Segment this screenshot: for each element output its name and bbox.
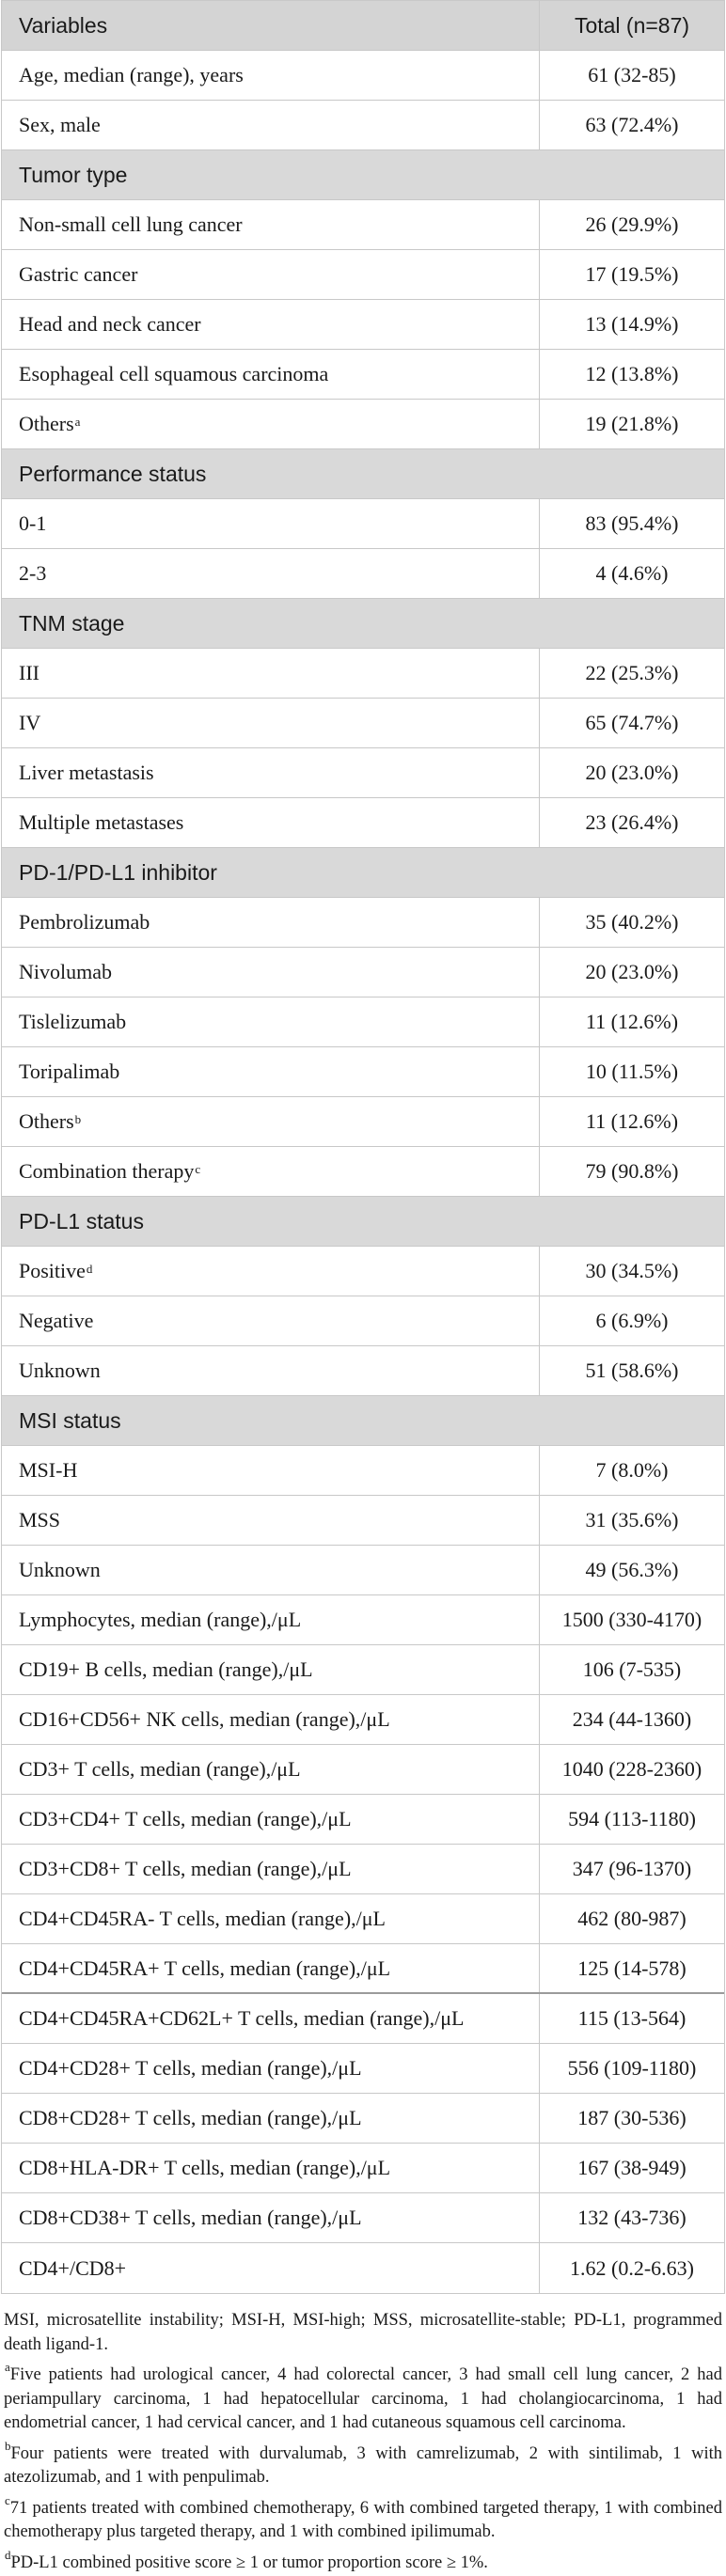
variable-cell	[2, 1944, 540, 1992]
variable-label: MSI-H	[19, 1458, 78, 1482]
table-row	[2, 649, 724, 699]
variable-label: Non-small cell lung cancer	[19, 212, 243, 236]
value-cell: 132 (43-736)	[577, 2206, 687, 2229]
value-cell: 106 (7-535)	[582, 1657, 682, 1681]
section-label: MSI status	[19, 1407, 121, 1433]
variable-label: Age, median (range), years	[19, 63, 244, 86]
variable-label: 2-3	[19, 561, 47, 585]
value-cell: 83 (95.4%)	[585, 511, 679, 535]
characteristics-table	[1, 0, 725, 2294]
variable-cell	[2, 2144, 540, 2192]
value-cell: 7 (8.0%)	[595, 1458, 669, 1482]
section-header-row	[2, 1197, 724, 1247]
footnote-b-mark: b	[5, 2438, 11, 2453]
variable-label: 0-1	[19, 511, 47, 535]
footnote-marker: a	[74, 415, 81, 429]
footnote-d-mark: d	[5, 2547, 11, 2562]
value-cell: 22 (25.3%)	[585, 661, 679, 684]
value-cell: 65 (74.7%)	[585, 711, 679, 734]
table-row	[2, 200, 724, 250]
variable-cell	[2, 1047, 540, 1096]
table-row	[2, 1894, 724, 1944]
variable-label: Others	[19, 1109, 74, 1133]
variable-cell	[2, 948, 540, 997]
table-row	[2, 1446, 724, 1496]
variable-cell	[2, 1147, 540, 1196]
value-cell: 12 (13.8%)	[585, 362, 679, 385]
variable-label: Others	[19, 412, 74, 435]
table-row	[2, 51, 724, 101]
footnote-marker: b	[74, 1112, 82, 1126]
value-cell: 10 (11.5%)	[585, 1060, 679, 1083]
section-label-cell	[2, 1396, 540, 1445]
table-row	[2, 2144, 724, 2193]
table-row	[2, 1097, 724, 1147]
variable-cell	[2, 1296, 540, 1345]
value-cell: 31 (35.6%)	[585, 1508, 679, 1531]
table-row	[2, 549, 724, 599]
variable-cell	[2, 250, 540, 299]
section-label: PD-1/PD-L1 inhibitor	[19, 859, 217, 885]
value-cell: 1.62 (0.2-6.63)	[570, 2255, 694, 2280]
value-cell: 79 (90.8%)	[585, 1159, 679, 1183]
footnote-d-text: PD-L1 combined positive score ≥ 1 or tumor proportion score ≥ 1%.	[10, 2553, 488, 2573]
variable-label: CD3+CD8+ T cells, median (range),/μL	[19, 1857, 352, 1880]
variable-cell	[2, 898, 540, 947]
variable-label: MSS	[19, 1508, 61, 1531]
section-label: Tumor type	[19, 162, 128, 187]
table-row	[2, 2094, 724, 2144]
variable-cell	[2, 997, 540, 1046]
footnote-marker: c	[195, 1162, 201, 1176]
value-cell: 20 (23.0%)	[585, 960, 679, 983]
variable-label: Sex, male	[19, 113, 101, 136]
table-header-row	[2, 1, 724, 51]
section-label-cell	[2, 599, 540, 648]
variable-label: Liver metastasis	[19, 761, 154, 784]
section-header-row	[2, 449, 724, 499]
value-cell: 556 (109-1180)	[567, 2056, 697, 2080]
table-row	[2, 101, 724, 150]
table-row	[2, 250, 724, 300]
table-row	[2, 1296, 724, 1346]
variable-cell	[2, 1546, 540, 1594]
table-row	[2, 948, 724, 997]
variable-cell	[2, 350, 540, 399]
variable-label: Combination therapy	[19, 1159, 195, 1183]
variable-cell	[2, 200, 540, 249]
value-cell: 20 (23.0%)	[585, 761, 679, 784]
footnote-c	[4, 2490, 722, 2545]
value-cell: 19 (21.8%)	[585, 412, 679, 435]
variable-cell	[2, 2094, 540, 2143]
header-variables: Variables	[2, 1, 540, 50]
value-cell: 234 (44-1360)	[572, 1707, 692, 1731]
value-cell: 61 (32-85)	[588, 63, 676, 86]
variable-label: CD4+CD45RA+ T cells, median (range),/μL	[19, 1956, 391, 1980]
variable-label: CD4+/CD8+	[19, 2255, 127, 2280]
table-row	[2, 350, 724, 400]
footnote-c-text: 71 patients treated with combined chemotherapy, 6 with combined targeted therapy, 1 with combined chemotherapy plus targeted therapy, and 1 with combined ipilimumab.	[4, 2498, 722, 2542]
table-row	[2, 2243, 724, 2293]
table-row	[2, 1845, 724, 1894]
section-header-row	[2, 599, 724, 649]
variable-cell	[2, 1695, 540, 1744]
variable-label: Head and neck cancer	[19, 312, 201, 336]
variable-cell	[2, 1894, 540, 1943]
variable-label: CD8+CD28+ T cells, median (range),/μL	[19, 2106, 362, 2129]
value-cell: 594 (113-1180)	[568, 1807, 696, 1830]
value-cell: 187 (30-536)	[577, 2106, 687, 2129]
table-row	[2, 1496, 724, 1546]
section-label: Performance status	[19, 461, 207, 486]
variable-cell	[2, 1645, 540, 1694]
value-cell: 49 (56.3%)	[585, 1558, 679, 1581]
section-header-row	[2, 150, 724, 200]
variable-cell	[2, 1745, 540, 1794]
section-label-cell	[2, 848, 540, 897]
value-cell: 1040 (228-2360)	[561, 1757, 702, 1781]
value-cell: 35 (40.2%)	[585, 910, 679, 934]
table-row	[2, 499, 724, 549]
table-row	[2, 1147, 724, 1197]
table-row	[2, 748, 724, 798]
variable-label: Tislelizumab	[19, 1010, 127, 1033]
variable-cell	[2, 1994, 540, 2043]
variable-label: Pembrolizumab	[19, 910, 150, 934]
table-row	[2, 300, 724, 350]
value-cell: 347 (96-1370)	[572, 1857, 692, 1880]
variable-label: CD4+CD28+ T cells, median (range),/μL	[19, 2056, 362, 2080]
section-header-row	[2, 848, 724, 898]
table-row	[2, 2044, 724, 2094]
variable-cell	[2, 1595, 540, 1644]
variable-cell	[2, 1097, 540, 1146]
variable-label: Lymphocytes, median (range),/μL	[19, 1608, 302, 1631]
variable-label: CD16+CD56+ NK cells, median (range),/μL	[19, 1707, 390, 1731]
variable-label: Positive	[19, 1259, 86, 1282]
table-row	[2, 1994, 724, 2044]
variable-cell	[2, 1795, 540, 1844]
variable-label: CD4+CD45RA+CD62L+ T cells, median (range),/μL	[19, 2006, 465, 2030]
variable-label: Unknown	[19, 1558, 101, 1581]
table-row	[2, 1745, 724, 1795]
table-body	[2, 51, 724, 2293]
variable-cell	[2, 300, 540, 349]
value-cell: 51 (58.6%)	[585, 1359, 679, 1382]
variable-label: Gastric cancer	[19, 262, 138, 286]
value-cell: 6 (6.9%)	[595, 1309, 669, 1332]
table-row	[2, 997, 724, 1047]
table-row	[2, 1047, 724, 1097]
variable-cell	[2, 2243, 540, 2293]
variable-label: Unknown	[19, 1359, 101, 1382]
variable-cell	[2, 1346, 540, 1395]
table-row	[2, 1247, 724, 1296]
variable-cell	[2, 699, 540, 747]
footnote-a-mark: a	[5, 2360, 10, 2374]
footnote-abbreviations: MSI, microsatellite instability; MSI-H, MSI-high; MSS, microsatellite-stable; PD-L1, programmed death ligand-1.	[4, 2311, 722, 2354]
value-cell: 11 (12.6%)	[585, 1010, 679, 1033]
table-row	[2, 2193, 724, 2243]
section-label-cell	[2, 1197, 540, 1246]
variable-label: Toripalimab	[19, 1060, 120, 1083]
variable-label: Multiple metastases	[19, 810, 184, 834]
variable-cell	[2, 51, 540, 100]
value-cell: 26 (29.9%)	[585, 212, 679, 236]
variable-cell	[2, 798, 540, 847]
table-row	[2, 1645, 724, 1695]
footnote-d	[4, 2545, 722, 2576]
value-cell: 4 (4.6%)	[595, 561, 669, 585]
variable-cell	[2, 2193, 540, 2242]
footnote-marker: d	[86, 1262, 93, 1276]
footnote-a	[4, 2357, 722, 2436]
section-label-cell	[2, 449, 540, 498]
value-cell: 1500 (330-4170)	[561, 1608, 702, 1631]
section-label-cell	[2, 150, 540, 199]
footnote-b-text: Four patients were treated with durvalumab, 3 with camrelizumab, 2 with sintilimab, 1 with atezolizumab, and 1 with penpulimab.	[4, 2443, 722, 2488]
header-total: Total (n=87)	[574, 12, 690, 38]
variable-label: CD3+CD4+ T cells, median (range),/μL	[19, 1807, 352, 1830]
variable-label: Negative	[19, 1309, 94, 1332]
table-row	[2, 1795, 724, 1845]
value-cell: 23 (26.4%)	[585, 810, 679, 834]
table-row	[2, 1695, 724, 1745]
table-row	[2, 400, 724, 449]
variable-cell	[2, 499, 540, 548]
value-cell: 13 (14.9%)	[585, 312, 679, 336]
table-row	[2, 1944, 724, 1994]
table-row	[2, 898, 724, 948]
table-row	[2, 1346, 724, 1396]
variable-cell	[2, 2044, 540, 2093]
variable-label: IV	[19, 711, 41, 734]
value-cell: 17 (19.5%)	[585, 262, 679, 286]
value-cell: 125 (14-578)	[577, 1956, 687, 1980]
value-cell: 30 (34.5%)	[585, 1259, 679, 1282]
variable-cell	[2, 400, 540, 448]
table-row	[2, 1595, 724, 1645]
variable-cell	[2, 101, 540, 149]
variable-cell	[2, 549, 540, 598]
variable-label: CD19+ B cells, median (range),/μL	[19, 1657, 313, 1681]
section-header-row	[2, 1396, 724, 1446]
variable-label: Nivolumab	[19, 960, 112, 983]
footnote-c-mark: c	[5, 2492, 10, 2507]
variable-cell	[2, 1845, 540, 1893]
variable-cell	[2, 748, 540, 797]
variable-label: Esophageal cell squamous carcinoma	[19, 362, 329, 385]
variable-label: CD8+HLA-DR+ T cells, median (range),/μL	[19, 2156, 391, 2179]
table-row	[2, 699, 724, 748]
table-row	[2, 1546, 724, 1595]
section-label: PD-L1 status	[19, 1208, 144, 1233]
footnotes	[0, 2294, 726, 2576]
value-cell: 115 (13-564)	[577, 2006, 687, 2030]
value-cell: 63 (72.4%)	[585, 113, 679, 136]
variable-cell	[2, 1446, 540, 1495]
value-cell: 167 (38-949)	[577, 2156, 687, 2179]
variable-label: CD8+CD38+ T cells, median (range),/μL	[19, 2206, 362, 2229]
variable-label: CD3+ T cells, median (range),/μL	[19, 1757, 301, 1781]
variable-cell	[2, 1247, 540, 1296]
variable-label: III	[19, 661, 39, 684]
variable-cell	[2, 649, 540, 698]
value-cell: 462 (80-987)	[577, 1907, 687, 1930]
variable-label: CD4+CD45RA- T cells, median (range),/μL	[19, 1907, 386, 1930]
footnote-b	[4, 2436, 722, 2490]
value-cell: 11 (12.6%)	[585, 1109, 679, 1133]
footnote-a-text: Five patients had urological cancer, 4 had colorectal cancer, 3 had small cell lung cancer, 2 had periampullary carcinoma, 1 had hepatocellular carcinoma, 1 had cholangiocarcinoma, 1 had endometrial cancer, 1 had cervical cancer, and 1 had cutaneous squamous cell carcinoma.	[4, 2365, 722, 2433]
table-row	[2, 798, 724, 848]
section-label: TNM stage	[19, 610, 125, 636]
variable-cell	[2, 1496, 540, 1545]
